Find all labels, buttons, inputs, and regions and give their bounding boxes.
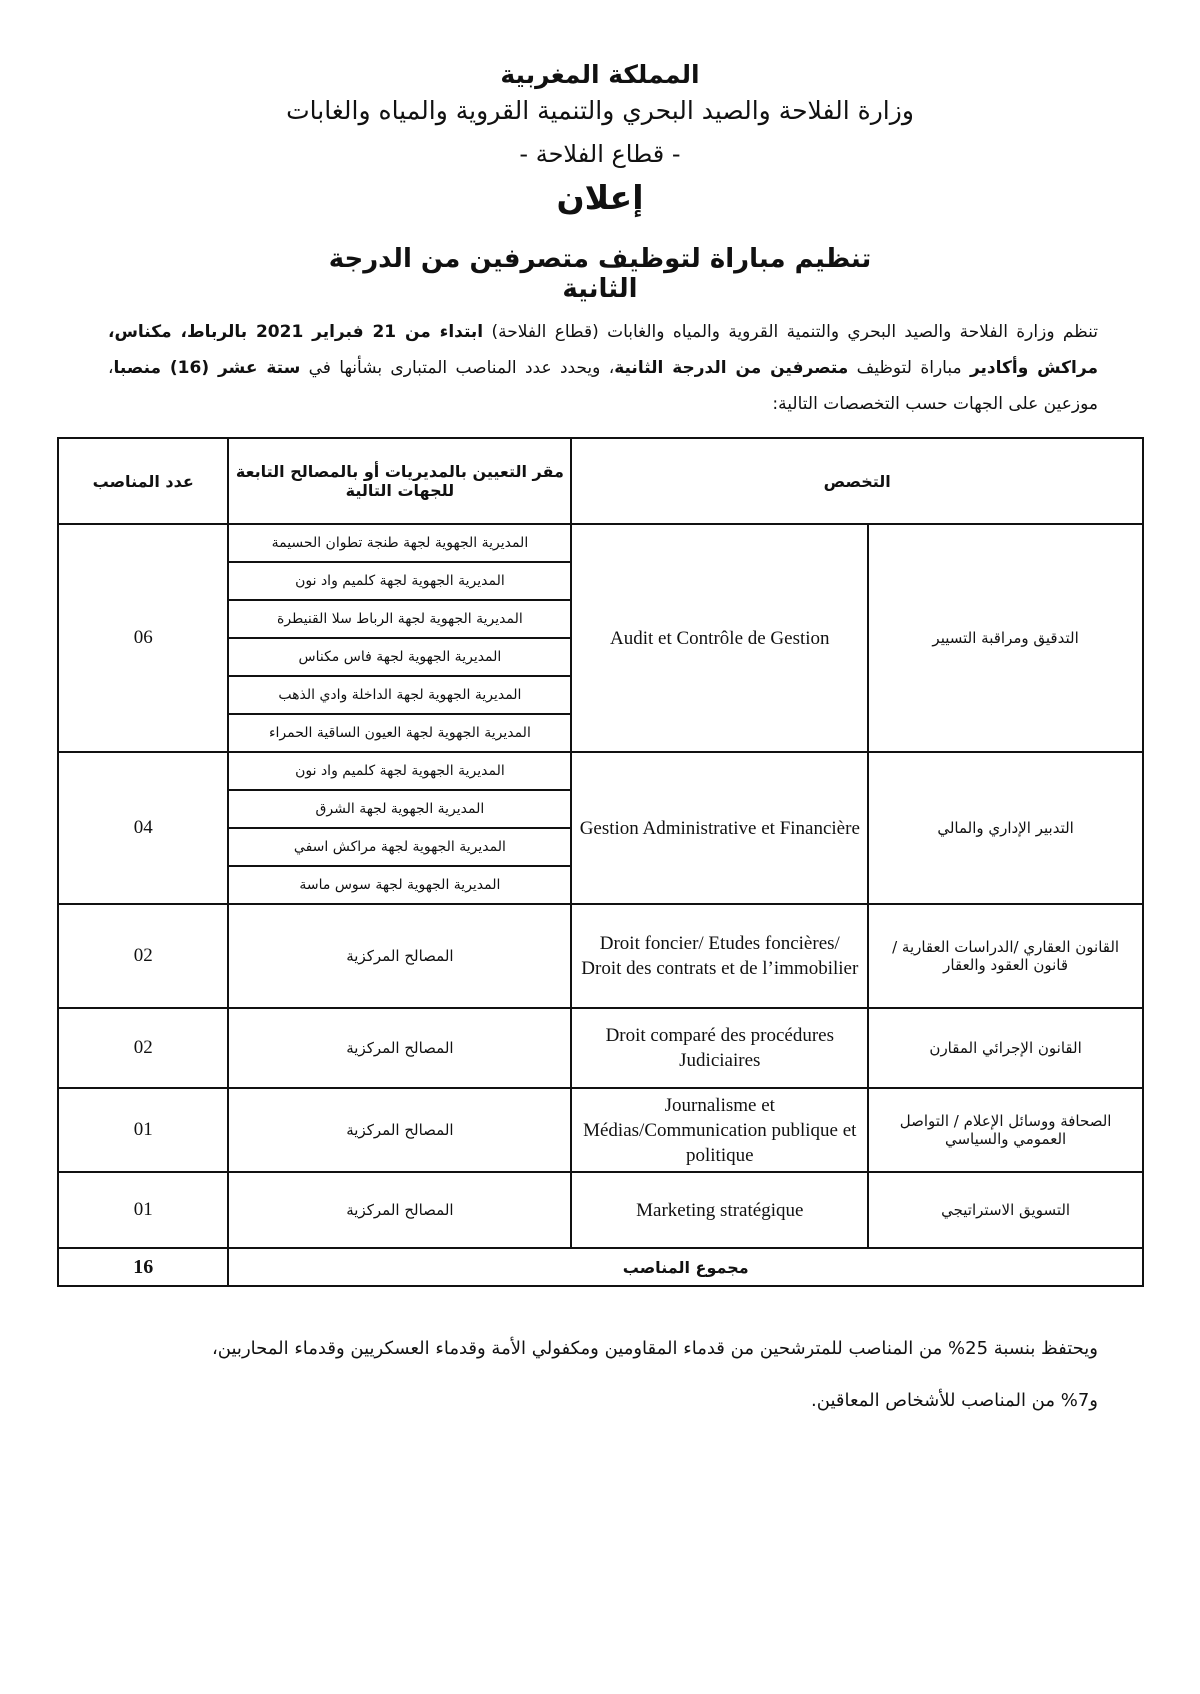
intro-paragraph <box>108 314 1098 422</box>
total-count: 16 <box>58 1248 228 1286</box>
header-count: عدد المناصب <box>58 438 228 524</box>
table-row <box>58 1172 1143 1248</box>
specialty-fr: Journalisme et Médias/Communication publique et politique <box>571 1088 868 1172</box>
post-count: 02 <box>58 904 228 1008</box>
page-title: تنظيم مباراة لتوظيف متصرفين من الدرجة الثانية <box>328 244 872 304</box>
post-count: 02 <box>58 1008 228 1088</box>
specialty-fr: Droit foncier/ Etudes foncières/ Droit des contrats et de l’immobilier <box>571 904 868 1008</box>
ministry-heading: وزارة الفلاحة والصيد البحري والتنمية القروية والمياه والغابات <box>286 96 914 125</box>
post-count: 04 <box>58 752 228 904</box>
specialty-fr: Gestion Administrative et Financière <box>571 752 868 904</box>
intro-text-3: ، ويحدد عدد المناصب المتبارى بشأنها في <box>300 358 615 378</box>
specialty-fr: Audit et Contrôle de Gestion <box>571 524 868 752</box>
specialty-ar: التدقيق ومراقبة التسيير <box>868 524 1143 752</box>
post-count: 06 <box>58 524 228 752</box>
announcement-heading: إعلان <box>556 178 644 217</box>
intro-text-1: تنظم وزارة الفلاحة والصيد البحري والتنمية القروية والمياه والغابات (قطاع الفلاحة) <box>483 322 1098 342</box>
location-cell: المديرية الجهوية لجهة سوس ماسة <box>228 866 571 904</box>
table-row <box>58 904 1143 1008</box>
intro-text-2: مباراة لتوظيف <box>848 358 970 378</box>
table-row <box>58 1008 1143 1088</box>
specialty-fr: Droit comparé des procédures Judiciaires <box>571 1008 868 1088</box>
specialty-ar: التدبير الإداري والمالي <box>868 752 1143 904</box>
positions-table <box>57 437 1144 1287</box>
post-count: 01 <box>58 1088 228 1172</box>
table-row <box>58 524 1143 562</box>
table-header-row <box>58 438 1143 524</box>
location-cell: المديرية الجهوية لجهة طنجة تطوان الحسيمة <box>228 524 571 562</box>
specialty-ar: الصحافة ووسائل الإعلام / التواصل العمومي والسياسي <box>868 1088 1143 1172</box>
intro-text-4: ، موزعين على الجهات حسب التخصصات التالية: <box>108 358 1098 414</box>
location-cell: المصالح المركزية <box>228 1088 571 1172</box>
table-row <box>58 1088 1143 1172</box>
specialty-ar: القانون العقاري /الدراسات العقارية / قانون العقود والعقار <box>868 904 1143 1008</box>
location-cell: المديرية الجهوية لجهة مراكش اسفي <box>228 828 571 866</box>
quota-note-2: و7% من المناصب للأشخاص المعاقين. <box>811 1390 1098 1411</box>
location-cell: المديرية الجهوية لجهة الداخلة وادي الذهب <box>228 676 571 714</box>
intro-date-place: ابتداء من 21 فبراير 2021 بالرباط، مكناس، مراكش وأكادير <box>108 322 1098 378</box>
specialty-ar: التسويق الاستراتيجي <box>868 1172 1143 1248</box>
location-cell: المديرية الجهوية لجهة الرباط سلا القنيطرة <box>228 600 571 638</box>
header-location: مقر التعيين بالمديريات أو بالمصالح التابعة للجهات التالية <box>228 438 571 524</box>
post-count: 01 <box>58 1172 228 1248</box>
intro-grade: متصرفين من الدرجة الثانية <box>614 358 849 378</box>
specialty-ar: القانون الإجرائي المقارن <box>868 1008 1143 1088</box>
kingdom-heading: المملكة المغربية <box>500 60 700 89</box>
table-row <box>58 752 1143 790</box>
location-cell: المصالح المركزية <box>228 904 571 1008</box>
sector-heading: - قطاع الفلاحة - <box>519 140 681 168</box>
total-label: مجموع المناصب <box>228 1248 1143 1286</box>
location-cell: المديرية الجهوية لجهة الشرق <box>228 790 571 828</box>
location-cell: المديرية الجهوية لجهة كلميم واد نون <box>228 562 571 600</box>
location-cell: المصالح المركزية <box>228 1008 571 1088</box>
location-cell: المصالح المركزية <box>228 1172 571 1248</box>
quota-note-1: ويحتفظ بنسبة 25% من المناصب للمترشحين من قدماء المقاومين ومكفولي الأمة وقدماء العسكريين وقدماء المحاربين، <box>211 1338 1098 1359</box>
location-cell: المديرية الجهوية لجهة فاس مكناس <box>228 638 571 676</box>
header-specialty: التخصص <box>571 438 1143 524</box>
specialty-fr: Marketing stratégique <box>571 1172 868 1248</box>
location-cell: المديرية الجهوية لجهة كلميم واد نون <box>228 752 571 790</box>
location-cell: المديرية الجهوية لجهة العيون الساقية الحمراء <box>228 714 571 752</box>
total-row <box>58 1248 1143 1286</box>
intro-post-count: ستة عشر (16) منصبا <box>113 358 301 378</box>
